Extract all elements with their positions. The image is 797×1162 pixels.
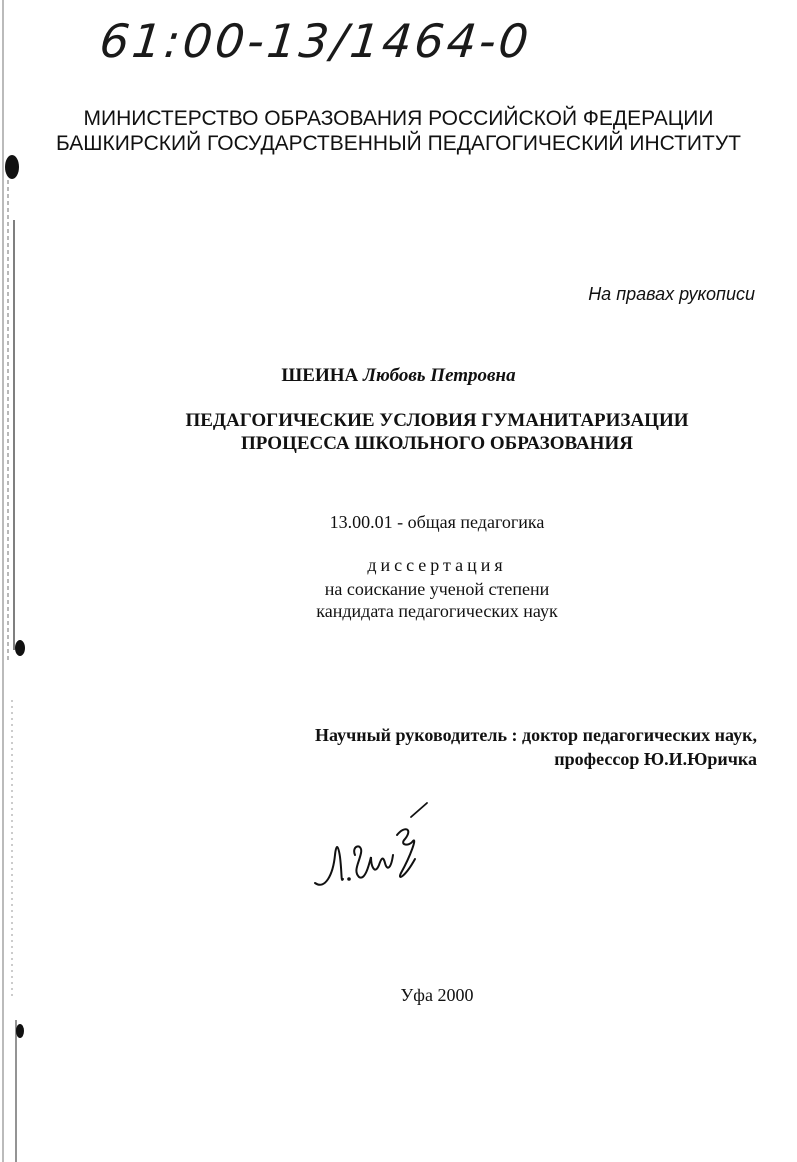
handwritten-registration-number: 61:00-13/1464-0 (97, 14, 534, 68)
author-given-names: Любовь Петровна (362, 365, 516, 386)
document-type: диссертация (367, 555, 507, 575)
author-surname: ШЕИНА (281, 365, 359, 386)
manuscript-rights-note: На правах рукописи (588, 284, 755, 304)
degree-line3: кандидата педагогических наук (316, 601, 558, 621)
dissertation-title-line2: ПРОЦЕССА ШКОЛЬНОГО ОБРАЗОВАНИЯ (241, 433, 633, 454)
ministry-line: МИНИСТЕРСТВО ОБРАЗОВАНИЯ РОССИЙСКОЙ ФЕДЕРАЦИИ (83, 107, 714, 130)
specialty-code: 13.00.01 - общая педагогика (329, 512, 545, 532)
supervisor-line1: Научный руководитель : доктор педагогических наук, (314, 725, 757, 745)
institute-line: БАШКИРСКИЙ ГОСУДАРСТВЕННЫЙ ПЕДАГОГИЧЕСКИЙ ИНСТИТУТ (55, 132, 742, 155)
degree-line2: на соискание ученой степени (324, 579, 550, 599)
author-name (0, 365, 797, 387)
city-and-year: Уфа 2000 (400, 985, 474, 1005)
dissertation-title-line1: ПЕДАГОГИЧЕСКИЕ УСЛОВИЯ ГУМАНИТАРИЗАЦИИ (185, 410, 689, 431)
handwritten-signature-icon (305, 795, 445, 895)
supervisor-line2: профессор Ю.И.Юричка (554, 749, 757, 769)
